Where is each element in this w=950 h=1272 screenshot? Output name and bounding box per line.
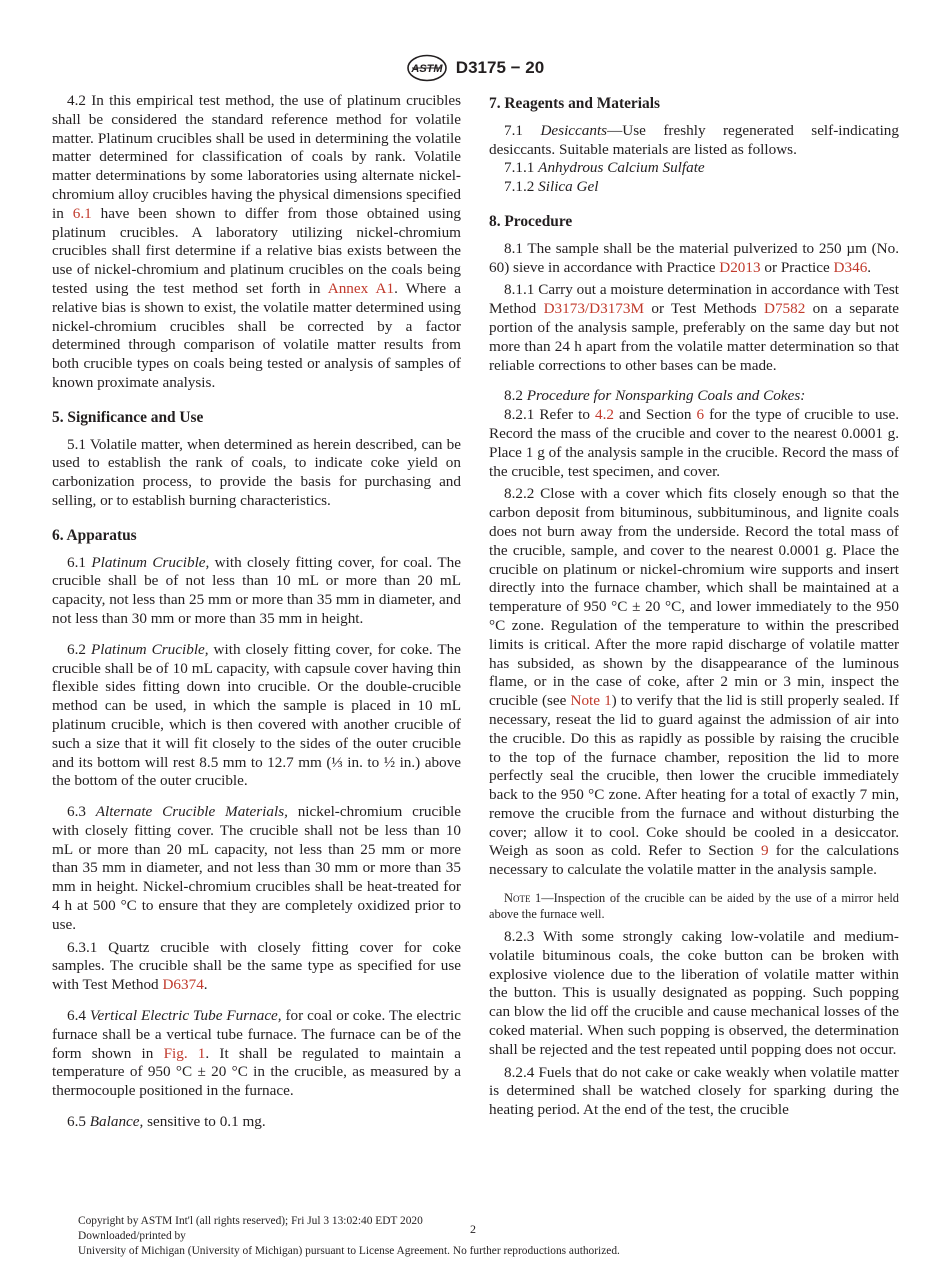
- link-d7582[interactable]: D7582: [763, 300, 806, 318]
- link-section-6[interactable]: 6: [696, 406, 705, 424]
- paragraph-8-1-1: 8.1.1 Carry out a moisture determination in accordance with Test Method D3173/D3173M or Test Methods D7582 on a separate portion of the analysis sample, preferably on the same day but not more than 24 h apart from the volatile matter determination so that reliable corrections to other bases can be made.: [489, 281, 900, 374]
- paragraph-6-4: 6.4 Vertical Electric Tube Furnace, for coal or coke. The electric furnace shall be a vertical tube furnace. The furnace can be of the form shown in Fig. 1. It shall be regulated to maintain a temperature of 950 °C ± 20 °C in the crucible, as measured by a thermocouple positioned in the furnace.: [52, 1007, 462, 1100]
- link-6-1[interactable]: 6.1: [72, 204, 92, 222]
- paragraph-6-2: 6.2 Platinum Crucible, with closely fitting cover, for coke. The crucible shall be of 10 mL capacity, with capsule cover having thin flexible sides fitting down into crucible. Or the double-crucible method can be used, in which the sample is placed in 10 mL platinum crucible, which is then covered with another crucible of such a size that it will fit closely to the sides of the outer crucible and its bottom will rest 8.5 mm to 12.7 mm (⅓ in. to ½ in.) above the bottom of the outer crucible.: [52, 640, 461, 790]
- paragraph-8-2-4: 8.2.4 Fuels that do not cake or cake weakly when volatile matter is determined shall be watched closely for sparking during the heating period. At the end of the test, the crucible: [489, 1063, 899, 1119]
- section-heading-8: 8. Procedure: [489, 212, 573, 230]
- footer-line-2: Downloaded/printed by: [78, 1229, 186, 1242]
- page-number: 2: [470, 1222, 476, 1236]
- paragraph-7-1: 7.1 Desiccants—Use freshly regenerated self-indicating desiccants. Suitable materials are listed as follows.: [489, 121, 899, 158]
- note-1: Note 1—Inspection of the crucible can be aided by the use of a mirror held above the furnace well.: [489, 891, 899, 922]
- paragraph-5-1: 5.1 Volatile matter, when determined as herein described, can be used to establish the rank of coals, to indicate coke yield on carbonization process, to provide the basis for purchasing and selling, or to establish burning characteristics.: [52, 435, 461, 509]
- paragraph-8-1: 8.1 The sample shall be the material pulverized to 250 µm (No. 60) sieve in accordance with Practice D2013 or Practice D346.: [489, 239, 899, 276]
- right-column: [489, 92, 899, 1120]
- paragraph-6-5: 6.5 Balance, sensitive to 0.1 mg.: [67, 1113, 266, 1131]
- paragraph-6-3: 6.3 Alternate Crucible Materials, nickel-chromium crucible with closely fitting cover. The crucible shall not be less than 10 mL or more than 20 mL capacity, not less than 25 mm or more than 35 mm in diameter, and not less than 30 mm or more than 35 mm in height. Nickel-chromium crucibles shall be heat-treated for 4 h at 500 °C to ensure that they are completely oxidized prior to use.: [52, 803, 461, 933]
- link-4-2[interactable]: 4.2: [594, 406, 614, 424]
- page-header: [0, 54, 950, 90]
- link-section-9[interactable]: 9: [760, 842, 769, 860]
- paragraph-8-2-1: 8.2.1 Refer to 4.2 and Section 6 for the type of crucible to use. Record the mass of the crucible and cover to the nearest 0.0001 g. Place 1 g of the analysis sample in the crucible. Record the mass of the crucible, test specimen, and cover.: [489, 406, 900, 480]
- paragraph-8-2-3: 8.2.3 With some strongly caking low-volatile and medium-volatile bituminous coals, the coke button can be broken with explosive violence due to the liberation of volatile matter within the button. This is usually designated as popping. Such popping can blow the lid off the crucible and cause mechanical losses of the coked material. When such popping is observed, the determination shall be rejected and the test repeated until popping does not occur.: [489, 928, 899, 1058]
- svg-text:ASTM: ASTM: [411, 63, 443, 75]
- link-d346[interactable]: D346: [833, 258, 868, 276]
- paragraph-8-2-2: 8.2.2 Close with a cover which fits closely enough so that the carbon deposit from bituminous, subbituminous, and lignite coals does not burn away from the underside. Record the total mass of the crucible, sample, and cover to the nearest 0.0001 g. Place the crucible on platinum or nickel-chromium wire supports and insert directly into the furnace chamber, which shall be maintained at a temperature of 950 °C ± 20 °C, and lower immediately to the 950 °C zone. Regulation of the temperature to within the prescribed limits is critical. After the more rapid discharge of volatile matter has subsided, as shown by the disappearance of the luminous flame, or in the case of coke, after 2 min or 3 min, inspect the crucible (see Note 1) to verify that the lid is still properly sealed. If necessary, reseat the lid to guard against the admission of air into the crucible. Do this as rapidly as possible by raising the crucible to the top of the furnace chamber, reposition the lid to more perfectly seal the crucible, then lower the crucible immediately back to the 950 °C zone. After heating for a total of exactly 7 min, remove the crucible from the furnace and without disturbing the cover; allow it to cool. Coke should be cooled in a desiccator. Weigh as soon as cold. Refer to Section 9 for the calculations necessary to calculate the volatile matter in the analysis sample.: [489, 485, 900, 879]
- link-d3173[interactable]: D3173/D3173M: [543, 300, 645, 318]
- document-designation: D3175 − 20: [455, 58, 545, 77]
- link-d6374[interactable]: D6374: [162, 976, 204, 994]
- footer-copyright: [78, 1214, 878, 1258]
- paragraph-6-1: 6.1 Platinum Crucible, with closely fitting cover, for coal. The crucible shall be of not less than 10 mL or more than 20 mL capacity, not less than 25 mm or more than 35 mm in diameter, and not less than 30 mm or more than 35 mm in height.: [52, 553, 461, 627]
- paragraph-7-1-1: 7.1.1 Anhydrous Calcium Sulfate: [504, 159, 705, 177]
- left-column: [52, 92, 461, 1132]
- paragraph-8-2: 8.2 Procedure for Nonsparking Coals and Cokes:: [504, 387, 806, 405]
- link-d2013[interactable]: D2013: [719, 258, 761, 276]
- paragraph-6-3-1: 6.3.1 Quartz crucible with closely fitting cover for coke samples. The crucible shall be the same type as specified for use with Test Method D6374.: [52, 938, 461, 994]
- link-fig-1[interactable]: Fig. 1: [163, 1044, 206, 1062]
- astm-logo-icon: [406, 54, 448, 82]
- section-heading-5: 5. Significance and Use: [52, 408, 204, 426]
- link-note-1[interactable]: Note 1: [570, 692, 612, 710]
- paragraph-4-2: 4.2 In this empirical test method, the use of platinum crucibles shall be considered the standard reference method for volatile matter. Platinum crucibles shall be used in determining the volatile matter determined for classification of coals by rank. Volatile matter determinations by some laboratories using alternate nickel-chromium alloy crucibles having the physical dimensions specified in 6.1 have been shown to differ from those obtained using platinum crucibles. A laboratory utilizing nickel-chromium crucibles shall first determine if a relative bias exists between the use of nickel-chromium and platinum crucibles on the coals being tested using the test method set forth in Annex A1. Where a relative bias is shown to exist, the volatile matter determined using nickel-chromium crucibles shall be corrected by a factor determined through comparison of volatile matter results from both crucible types on coals being tested or analysis of samples of known proximate analysis.: [52, 92, 462, 391]
- section-heading-7: 7. Reagents and Materials: [489, 95, 660, 112]
- link-annex-a1[interactable]: Annex A1: [327, 279, 395, 297]
- footer-line-3: University of Michigan (University of Michigan) pursuant to License Agreement. No further reproductions authorized.: [78, 1244, 620, 1257]
- paragraph-7-1-2: 7.1.2 Silica Gel: [504, 178, 599, 196]
- footer-line-1: Copyright by ASTM Int'l (all rights reserved); Fri Jul 3 13:02:40 EDT 2020: [78, 1215, 423, 1227]
- section-heading-6: 6. Apparatus: [52, 526, 137, 544]
